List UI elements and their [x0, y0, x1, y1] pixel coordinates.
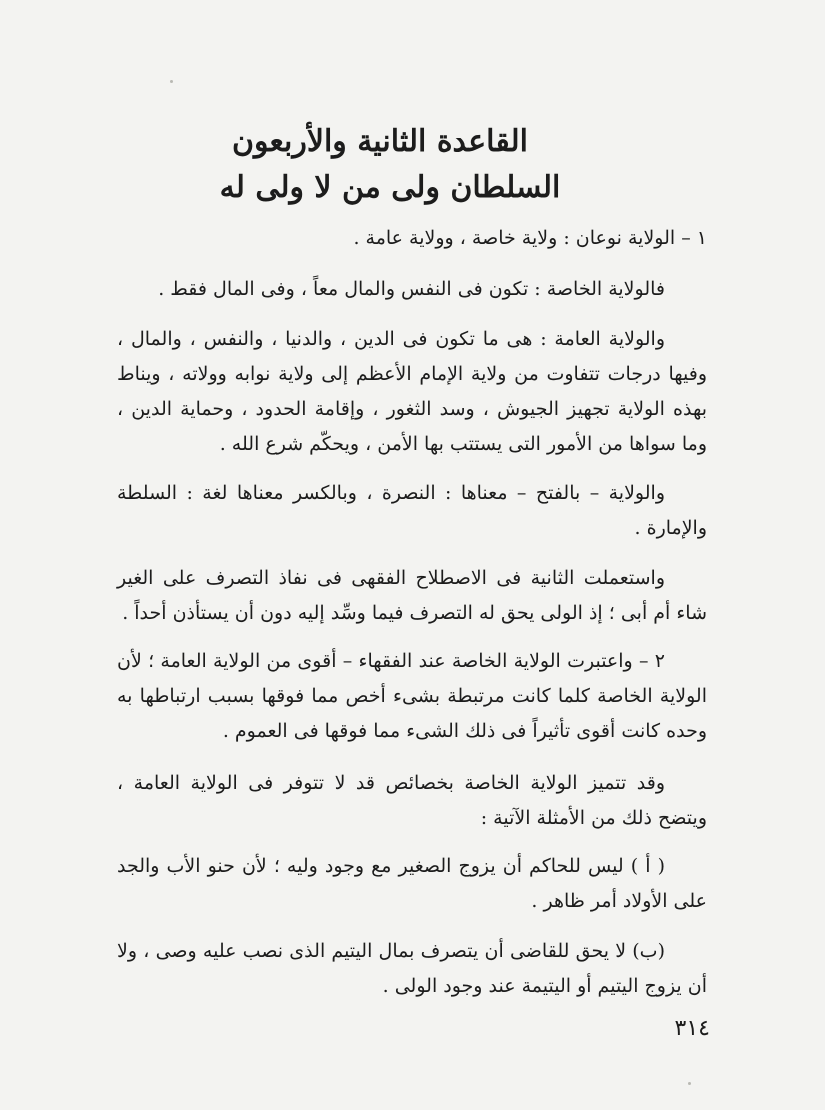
paragraph-4: والولاية – بالفتح – معناها : النصرة ، وبالكسر معناها لغة : السلطة والإمارة . — [117, 482, 707, 539]
paragraph-6: ٢ – واعتبرت الولاية الخاصة عند الفقهاء – أقوى من الولاية العامة ؛ لأن الولاية الخاصة كلما كانت مرتبطة بشىء أخص مما فوقها بسبب ارتباطها به وحده كانت أقوى تأثيراً فى ذلك الشىء مما فوقها فى العموم . — [117, 650, 707, 742]
paragraph-1: ١ – الولاية نوعان : ولاية خاصة ، وولاية عامة . — [353, 227, 707, 249]
scan-speck — [688, 1082, 691, 1085]
rule-title: القاعدة الثانية والأربعون — [232, 124, 528, 159]
paragraph-3: والولاية العامة : هى ما تكون فى الدين ، والدنيا ، والنفس ، والمال ، وفيها درجات تتفاوت من ولاية الإمام الأعظم إلى ولاية نوابه وولاته ، ويناط بهذه الولاية تجهيز الجيوش ، وسد الثغور ، وإقامة الحدود ، وحماية الدين ، وما سواها من الأمور التى يستتب بها الأمن ، ويحكّم شرع الله . — [117, 328, 707, 455]
paragraph-9: (ب) لا يحق للقاضى أن يتصرف بمال اليتيم الذى نصب عليه وصى ، ولا أن يزوج اليتيم أو اليتيمة عند وجود الولى . — [117, 940, 707, 997]
paragraph-5: واستعملت الثانية فى الاصطلاح الفقهى فى نفاذ التصرف على الغير شاء أم أبى ؛ إذ الولى يحق له التصرف فيما وسِّد إليه دون أن يستأذن أحداً . — [117, 567, 707, 624]
page-number: ٣١٤ — [674, 1016, 710, 1041]
paragraph-7: وقد تتميز الولاية الخاصة بخصائص قد لا تتوفر فى الولاية العامة ، ويتضح ذلك من الأمثلة الآتية : — [117, 772, 707, 829]
rule-subtitle: السلطان ولى من لا ولى له — [219, 170, 561, 205]
paragraph-8: ( أ ) ليس للحاكم أن يزوج الصغير مع وجود وليه ؛ لأن حنو الأب والجد على الأولاد أمر ظاهر . — [117, 855, 707, 912]
paragraph-2: فالولاية الخاصة : تكون فى النفس والمال معاً ، وفى المال فقط . — [158, 278, 665, 300]
scan-speck — [170, 80, 173, 83]
